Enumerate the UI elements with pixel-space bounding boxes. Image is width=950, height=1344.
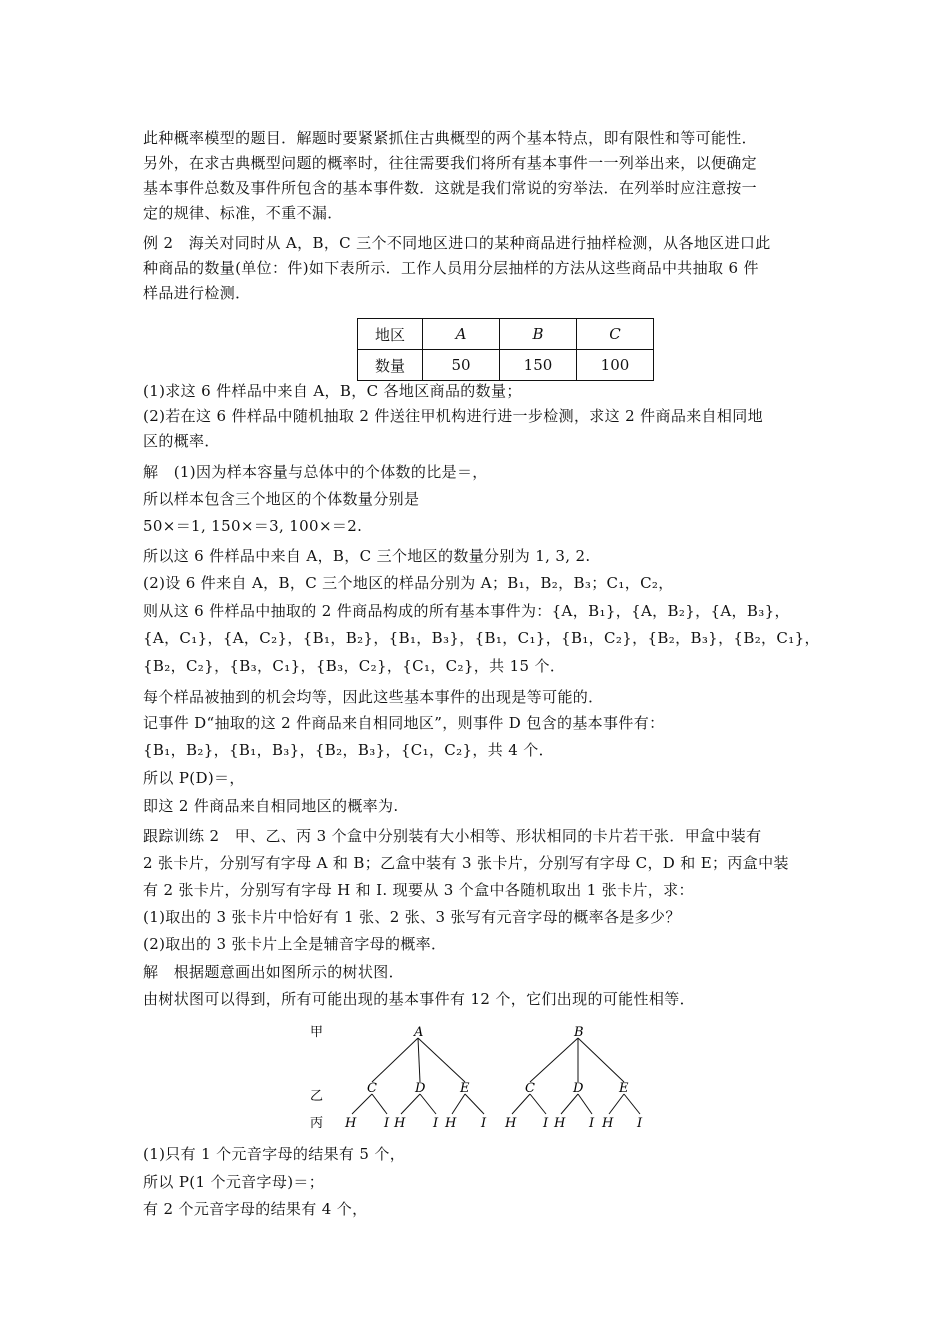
table-cell: 50 xyxy=(423,350,500,381)
table-cell: 地区 xyxy=(358,319,423,350)
table-cell: A xyxy=(423,319,500,350)
solution-line: 解 根据题意画出如图所示的树状图． xyxy=(143,963,404,981)
question-line: 区的概率． xyxy=(143,432,220,450)
tree-leaf: I xyxy=(481,1116,487,1131)
tree-leaf: H xyxy=(602,1116,614,1131)
solution-line: 解 (1)因为样本容量与总体中的个体数的比是＝， xyxy=(143,463,488,481)
question-line: (2)若在这 6 件样品中随机抽取 2 件送往甲机构进行进一步检测，求这 2 件商品来自相同地 xyxy=(143,407,763,425)
tree-leaf: I xyxy=(637,1116,643,1131)
paragraph-line: 样品进行检测． xyxy=(143,284,251,302)
solution-line: 所以 P(D)＝， xyxy=(143,769,245,787)
solution-line: {A，C₁}，{A，C₂}，{B₁，B₂}，{B₁，B₃}，{B₁，C₁}，{B₁，C₂}，{B₂，B₃}，{B₂，C₁}， xyxy=(143,629,820,647)
solution-line: 由树状图可以得到，所有可能出现的基本事件有 12 个，它们出现的可能性相等． xyxy=(143,990,695,1008)
example-heading: 例 2 海关对同时从 A，B，C 三个不同地区进口的某种商品进行抽样检测，从各地区进口此 xyxy=(143,234,771,252)
solution-line: (1)只有 1 个元音字母的结果有 5 个， xyxy=(143,1145,406,1163)
solution-line: 有 2 个元音字母的结果有 4 个， xyxy=(143,1200,368,1218)
paragraph-line: 另外，在求古典概型问题的概率时，往往需要我们将所有基本事件一一列举出来，以便确定 xyxy=(143,154,758,172)
tree-node-mid: C xyxy=(525,1081,535,1096)
level-label-yi: 乙 xyxy=(310,1089,324,1104)
paragraph-line: 定的规律、标准，不重不漏． xyxy=(143,204,343,222)
tree-edges xyxy=(352,1038,640,1114)
quantity-table xyxy=(357,318,654,381)
solution-line: 所以这 6 件样品中来自 A，B，C 三个地区的数量分别为 1, 3, 2. xyxy=(143,547,591,565)
table-cell: C xyxy=(577,319,654,350)
solution-line: 即这 2 件商品来自相同地区的概率为. xyxy=(143,797,399,815)
solution-line: (2)设 6 件来自 A，B，C 三个地区的样品分别为 A；B₁，B₂，B₃；C₁，C₂， xyxy=(143,574,674,592)
question-line: (2)取出的 3 张卡片上全是辅音字母的概率． xyxy=(143,935,447,953)
level-label-jia: 甲 xyxy=(310,1025,324,1040)
paragraph-line: 此种概率模型的题目．解题时要紧紧抓住古典概型的两个基本特点，即有限性和等可能性． xyxy=(143,129,758,147)
solution-line: 每个样品被抽到的机会均等，因此这些基本事件的出现是等可能的． xyxy=(143,688,604,706)
level-label-bing: 丙 xyxy=(310,1116,324,1131)
tree-leaf: H xyxy=(445,1116,457,1131)
table-cell: 数量 xyxy=(358,350,423,381)
table-cell: 100 xyxy=(577,350,654,381)
paragraph-line: 基本事件总数及事件所包含的基本事件数．这就是我们常说的穷举法．在列举时应注意按一 xyxy=(143,179,758,197)
solution-line: 所以 P(1 个元音字母)＝； xyxy=(143,1173,325,1191)
table-row xyxy=(358,350,654,381)
tree-leaf: H xyxy=(394,1116,406,1131)
tree-leaf: I xyxy=(543,1116,549,1131)
exercise-heading: 跟踪训练 2 甲、乙、丙 3 个盒中分别装有大小相等、形状相同的卡片若干张．甲盒中装有 xyxy=(143,827,762,845)
paragraph-line: 2 张卡片，分别写有字母 A 和 B；乙盒中装有 3 张卡片，分别写有字母 C，D 和 E；丙盒中装 xyxy=(143,854,789,872)
tree-leaf: H xyxy=(505,1116,517,1131)
tree-node-mid: E xyxy=(460,1081,470,1096)
table-cell: 150 xyxy=(500,350,577,381)
table-cell: B xyxy=(500,319,577,350)
tree-leaf: H xyxy=(345,1116,357,1131)
tree-leaf: I xyxy=(433,1116,439,1131)
question-line: (1)取出的 3 张卡片中恰好有 1 张、2 张、3 张写有元音字母的概率各是多少？ xyxy=(143,908,681,926)
solution-line: 则从这 6 件样品中抽取的 2 件商品构成的所有基本事件为：{A，B₁}，{A，B₂}，{A，B₃}， xyxy=(143,602,790,620)
tree-leaf: I xyxy=(589,1116,595,1131)
tree-leaf: H xyxy=(554,1116,566,1131)
question-line: (1)求这 6 件样品中来自 A，B，C 各地区商品的数量； xyxy=(143,382,522,400)
solution-line: 50×＝1, 150×＝3, 100×＝2. xyxy=(143,517,363,535)
solution-line: {B₂，C₂}，{B₃，C₁}，{B₃，C₂}，{C₁，C₂}，共 15 个． xyxy=(143,657,566,675)
tree-node-mid: C xyxy=(367,1081,377,1096)
table-row xyxy=(358,319,654,350)
solution-line: 记事件 D“抽取的这 2 件商品来自相同地区”，则事件 D 包含的基本事件有： xyxy=(143,714,665,732)
tree-node-mid: D xyxy=(573,1081,584,1096)
tree-node-root: B xyxy=(574,1025,584,1040)
solution-line: {B₁，B₂}，{B₁，B₃}，{B₂，B₃}，{C₁，C₂}，共 4 个． xyxy=(143,741,554,759)
solution-line: 所以样本包含三个地区的个体数量分别是 xyxy=(143,490,420,508)
tree-node-mid: E xyxy=(619,1081,629,1096)
paragraph-line: 有 2 张卡片，分别写有字母 H 和 I. 现要从 3 个盒中各随机取出 1 张卡片，求： xyxy=(143,881,694,899)
tree-node-mid: D xyxy=(415,1081,426,1096)
paragraph-line: 种商品的数量(单位：件)如下表所示．工作人员用分层抽样的方法从这些商品中共抽取 6 件 xyxy=(143,259,759,277)
tree-node-root: A xyxy=(414,1025,424,1040)
tree-leaf: I xyxy=(384,1116,390,1131)
tree-diagram xyxy=(290,1024,670,1136)
